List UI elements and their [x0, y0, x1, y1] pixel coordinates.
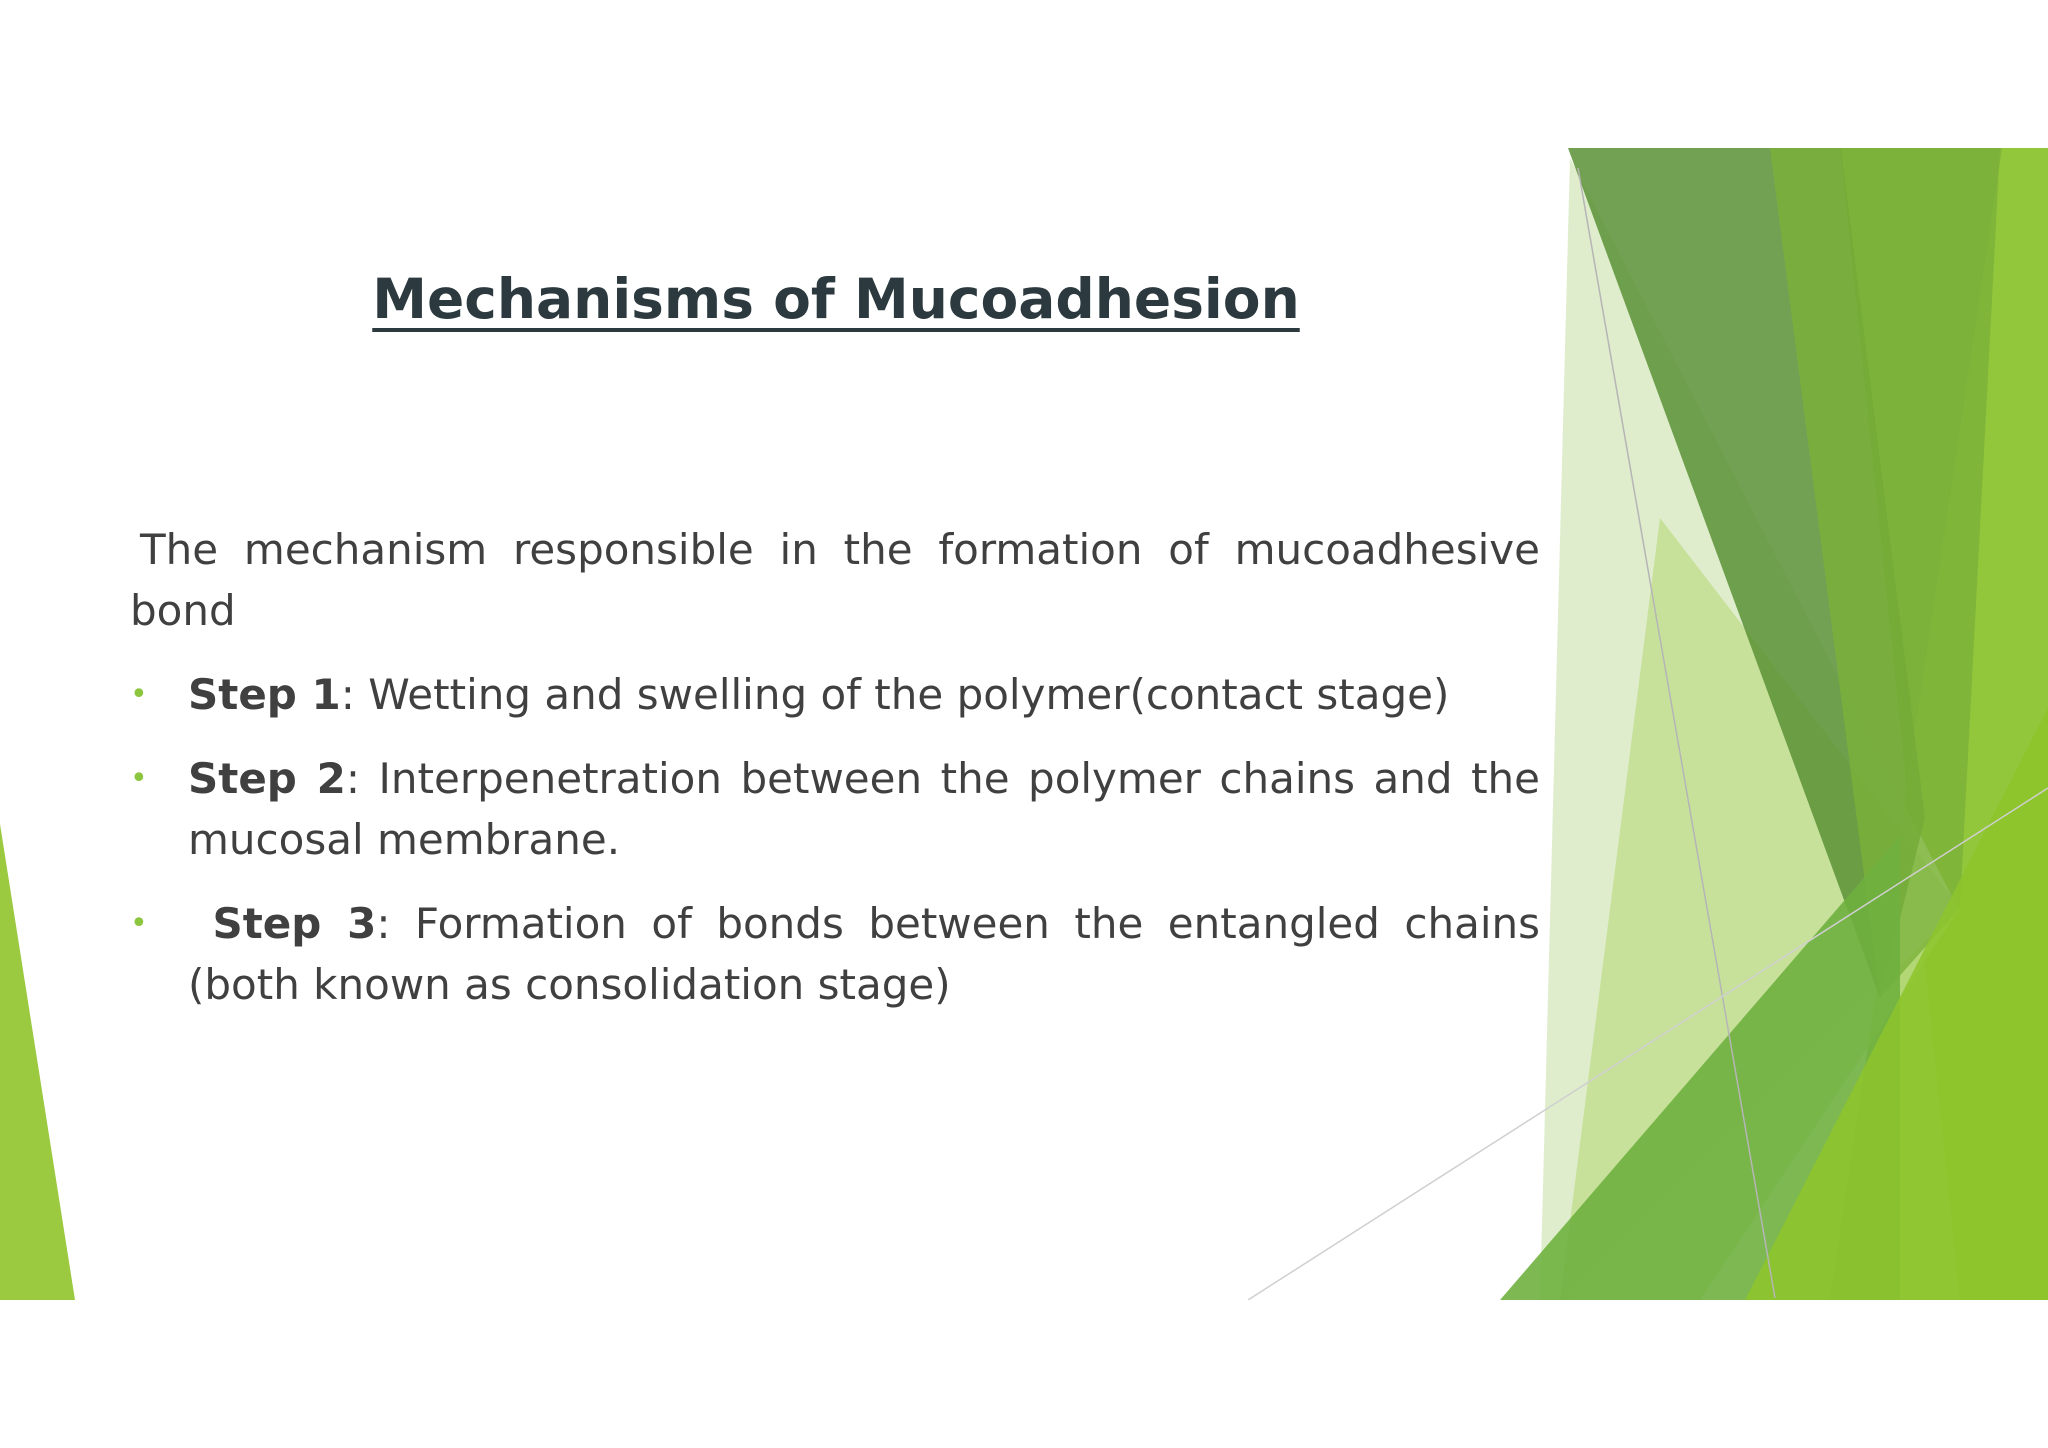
intro-text: The mechanism responsible in the formation of mucoadhesive bond	[130, 525, 1540, 635]
bullet-icon: •	[130, 906, 148, 941]
step-label: Step 3	[212, 899, 377, 948]
step-item-3	[130, 893, 1540, 1015]
slide-body	[130, 519, 1540, 1038]
step-label: Step 2	[188, 754, 346, 803]
step-text: : Interpenetration between the polymer chains and the mucosal membrane.	[188, 754, 1540, 864]
step-item-2	[130, 748, 1540, 870]
step-text: : Formation of bonds between the entangled chains (both known as consolidation stage)	[188, 899, 1540, 1009]
step-text: : Wetting and swelling of the polymer(contact stage)	[340, 670, 1450, 719]
step-label: Step 1	[188, 670, 341, 719]
bullet-icon: •	[130, 677, 148, 712]
left-lime-sliver	[0, 824, 75, 1300]
step-item-1	[130, 664, 1540, 725]
bullet-icon: •	[130, 761, 148, 796]
slide	[0, 148, 2048, 1300]
slide-title-text: Mechanisms of Mucoadhesion	[372, 267, 1300, 331]
slide-title	[0, 262, 1672, 336]
step-list	[130, 664, 1540, 1015]
